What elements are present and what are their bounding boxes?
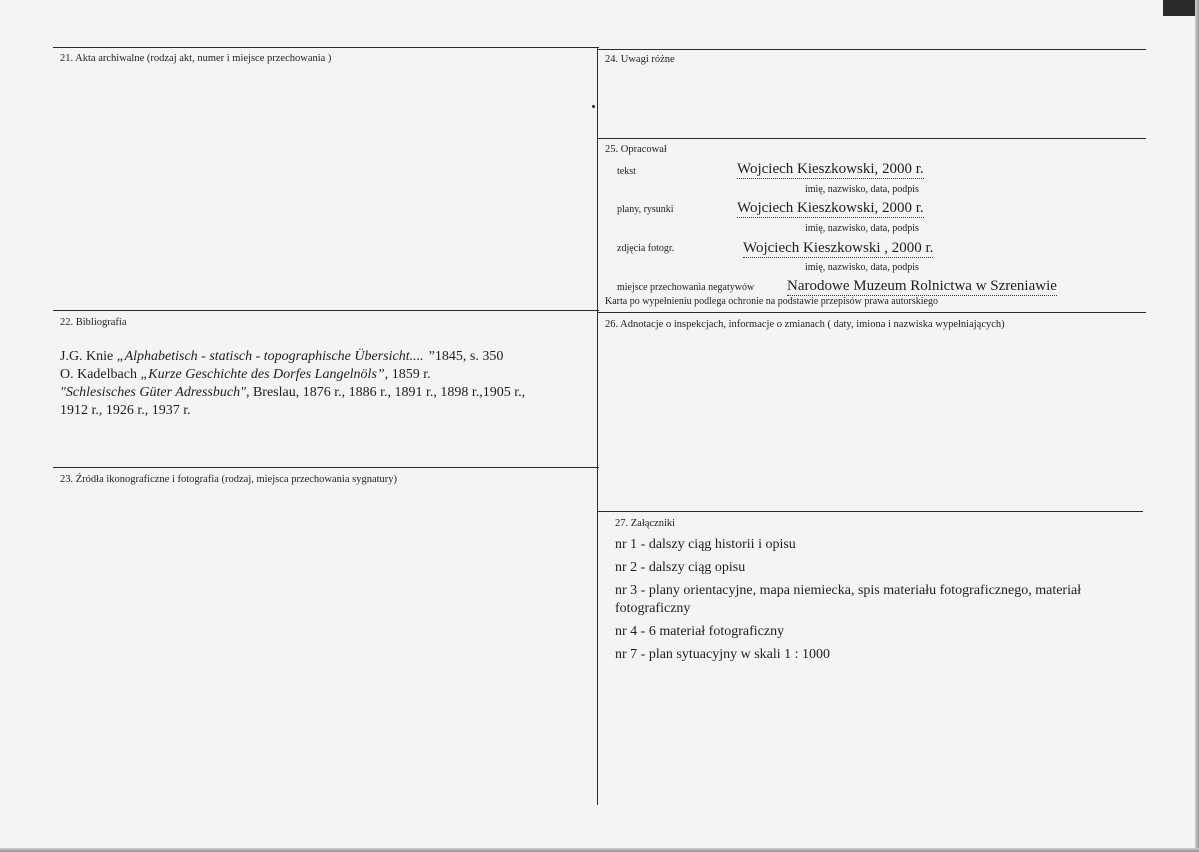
page-edge-bottom xyxy=(0,848,1199,852)
page-edge-right xyxy=(1195,0,1199,852)
rule-26-27 xyxy=(598,511,1143,512)
section-27-title: 27. Załączniki xyxy=(615,518,676,529)
top-rule-right xyxy=(598,49,1146,50)
author-text: Wojciech Kieszkowski, 2000 r. xyxy=(737,161,924,177)
bibliography-entry: 1912 r., 1926 r., 1937 r. xyxy=(60,403,191,418)
caption-plans: imię, nazwisko, data, podpis xyxy=(805,223,919,234)
attachment-item: nr 3 - plany orientacyjne, mapa niemiecka, spis materiału fotograficznego, materiał fotograficzny xyxy=(615,583,1082,616)
rule-24-25 xyxy=(598,138,1146,139)
section-26-title: 26. Adnotacje o inspekcjach, informacje o zmianach ( daty, imiona i nazwiska wypełniających) xyxy=(605,319,1005,330)
rule-21-22 xyxy=(53,310,599,311)
section-24-title: 24. Uwagi różne xyxy=(605,54,675,65)
attachment-item: nr 4 - 6 materiał fotograficzny xyxy=(615,624,785,639)
attachment-item: nr 1 - dalszy ciąg historii i opisu xyxy=(615,537,796,552)
author-plans: Wojciech Kieszkowski, 2000 r. xyxy=(737,200,924,216)
copyright-note: Karta po wypełnieniu podlega ochronie na podstawie przepisów prawa autorskiego xyxy=(605,296,938,307)
top-rule-left xyxy=(53,47,599,48)
bibliography-entry: J.G. Knie „Alphabetisch - statisch - topographische Übersicht.... ”1845, s. 350 xyxy=(60,349,504,364)
center-divider xyxy=(597,47,598,805)
rule-25-26 xyxy=(598,312,1146,313)
author-photos: Wojciech Kieszkowski , 2000 r. xyxy=(743,240,934,256)
section-25-title: 25. Opracował xyxy=(605,144,667,155)
section-21-title: 21. Akta archiwalne (rodzaj akt, numer i miejsce przechowania ) xyxy=(60,53,332,64)
section-22-title: 22. Bibliografia xyxy=(60,317,127,328)
label-negatives: miejsce przechowania negatywów xyxy=(617,282,755,293)
caption-photos: imię, nazwisko, data, podpis xyxy=(805,262,919,273)
negatives-location: Narodowe Muzeum Rolnictwa w Szreniawie xyxy=(787,278,1057,294)
attachment-item: nr 2 - dalszy ciąg opisu xyxy=(615,560,746,575)
scanner-corner-mark xyxy=(1163,0,1199,16)
bibliography-entry: O. Kadelbach „Kurze Geschichte des Dorfes Langelnöls”, 1859 r. xyxy=(60,367,431,382)
label-tekst: tekst xyxy=(617,166,636,177)
rule-22-23 xyxy=(53,467,599,468)
bibliography-list xyxy=(60,348,525,420)
bibliography-entry: "Schlesisches Güter Adressbuch", Breslau, 1876 r., 1886 r., 1891 r., 1898 r.,1905 r., xyxy=(60,385,526,400)
section-23-title: 23. Źródła ikonograficzne i fotografia (rodzaj, miejsca przechowania sygnatury) xyxy=(60,474,398,485)
caption-text: imię, nazwisko, data, podpis xyxy=(805,184,919,195)
label-zdjecia: zdjęcia fotogr. xyxy=(617,243,675,254)
attachment-item: nr 7 - plan sytuacyjny w skali 1 : 1000 xyxy=(615,647,831,662)
stray-dot xyxy=(592,105,595,108)
attachments-list xyxy=(615,536,1115,669)
label-plany: plany, rysunki xyxy=(617,204,674,215)
